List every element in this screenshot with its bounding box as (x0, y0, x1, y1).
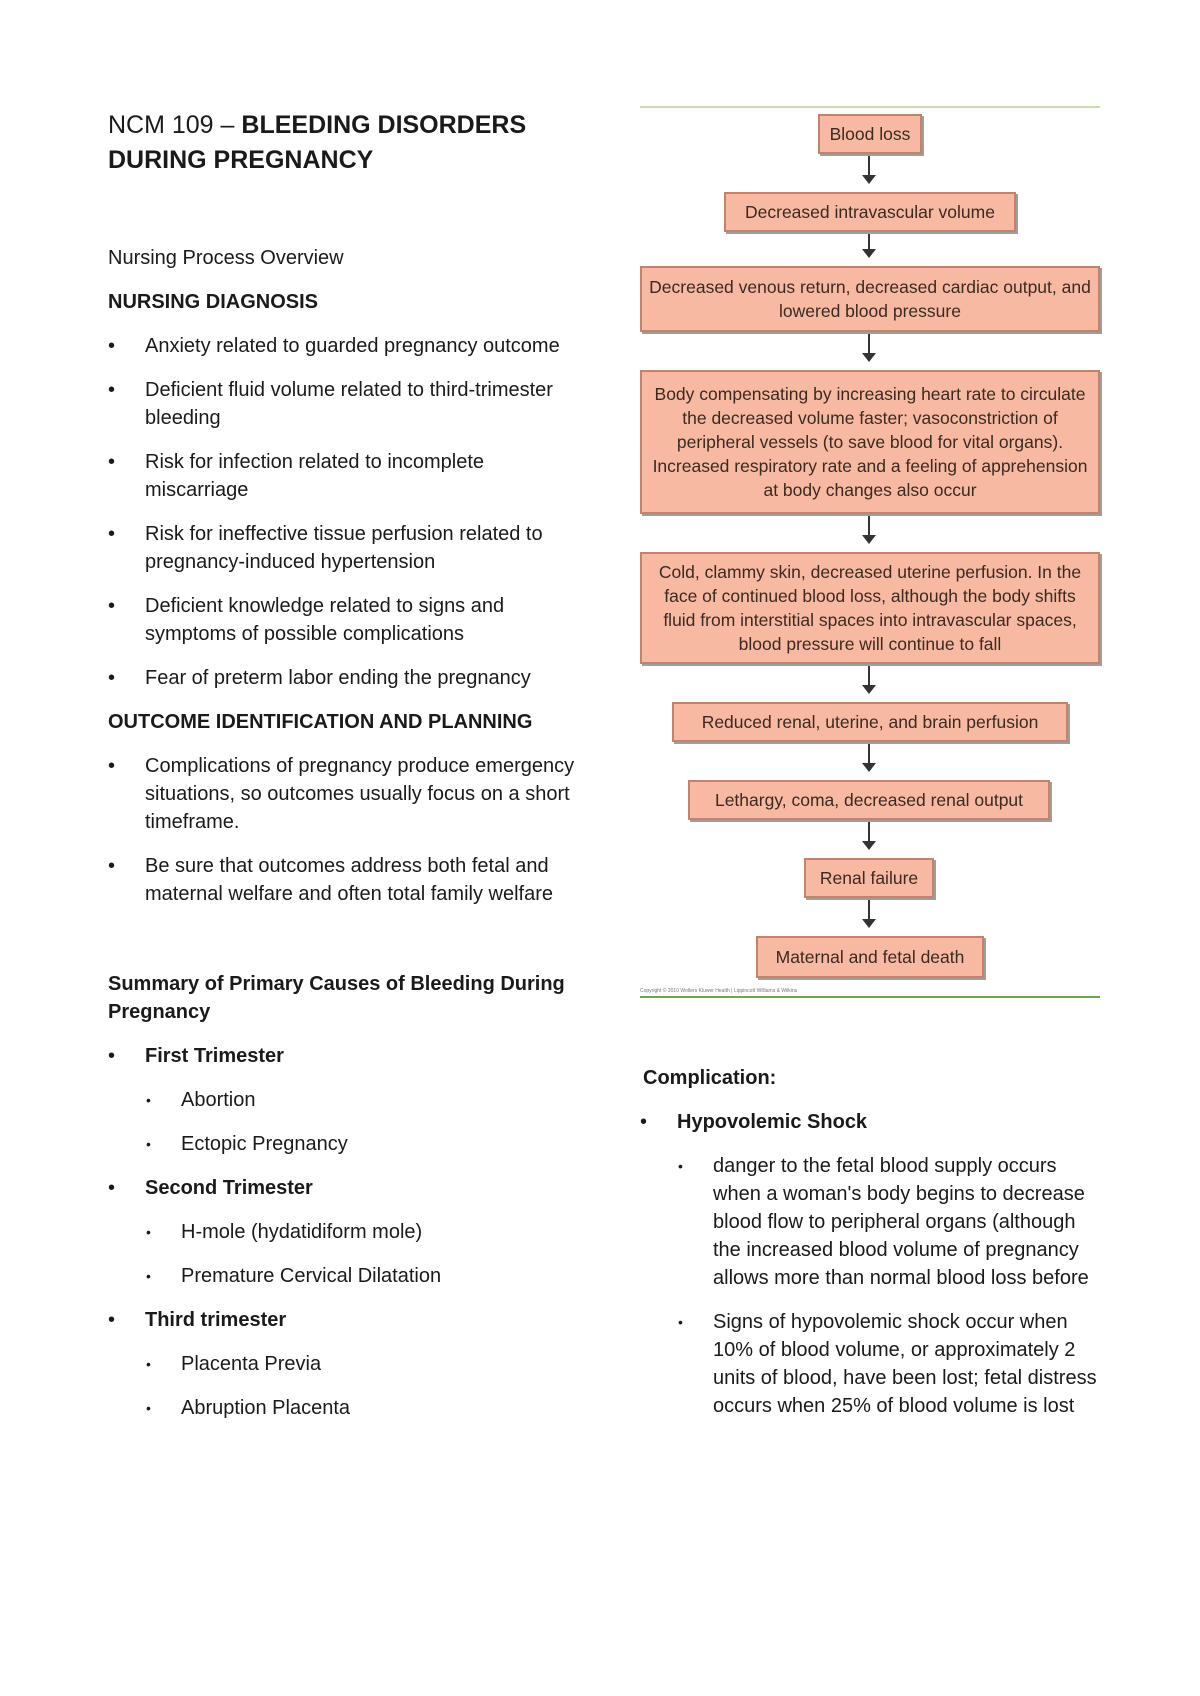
flow-step-lethargy: Lethargy, coma, decreased renal output (688, 780, 1050, 820)
bullet-icon: • (108, 1309, 116, 1331)
flow-step-death: Maternal and fetal death (756, 936, 984, 978)
flow-step-reduced-perfusion: Reduced renal, uterine, and brain perfusion (672, 702, 1068, 742)
trimester-list (108, 1306, 578, 1334)
cause-list (108, 1218, 578, 1290)
trimester-item: • Third trimester (108, 1306, 578, 1334)
outcome-heading: OUTCOME IDENTIFICATION AND PLANNING (108, 711, 533, 733)
arrow-down-icon (868, 900, 870, 926)
flow-step-renal-failure: Renal failure (804, 858, 934, 898)
list-item: • Ectopic Pregnancy (108, 1130, 578, 1158)
list-item: • Deficient knowledge related to signs and symptoms of possible complications (108, 592, 578, 648)
arrow-down-icon (868, 744, 870, 770)
list-item: • Fear of preterm labor ending the pregnancy (108, 664, 578, 692)
flow-step-cardiac-output: Decreased venous return, decreased cardiac output, and lowered blood pressure (640, 266, 1100, 332)
arrow-down-icon (868, 822, 870, 848)
diagnosis-heading: NURSING DIAGNOSIS (108, 291, 319, 313)
list-item: • danger to the fetal blood supply occurs when a woman's body begins to decrease blood flow to peripheral organs (although the increased blood volume of pregnancy allows more than normal blood loss before (640, 1152, 1100, 1292)
trimester-list (108, 1042, 578, 1070)
small-bullet-icon: • (678, 1158, 683, 1174)
copyright-credit: Copyright © 2010 Wolters Kluwer Health | Lippincott Williams & Wilkins (640, 988, 798, 994)
list-item: • Risk for ineffective tissue perfusion related to pregnancy-induced hypertension (108, 520, 578, 576)
small-bullet-icon: • (146, 1268, 151, 1284)
list-item: • Abruption Placenta (108, 1394, 578, 1422)
list-item: • Deficient fluid volume related to third-trimester bleeding (108, 376, 578, 432)
document-title (108, 108, 578, 178)
arrow-down-icon (868, 334, 870, 360)
complication-item: • Hypovolemic Shock (640, 1108, 1100, 1136)
flow-step-intravascular-volume: Decreased intravascular volume (724, 192, 1016, 232)
hypovolemic-shock-flowchart (640, 106, 1100, 998)
small-bullet-icon: • (146, 1136, 151, 1152)
small-bullet-icon: • (146, 1092, 151, 1108)
trimester-list (108, 1174, 578, 1202)
list-item: • Be sure that outcomes address both fetal and maternal welfare and often total family welfare (108, 852, 578, 908)
trimester-item: • First Trimester (108, 1042, 578, 1070)
arrow-down-icon (868, 156, 870, 182)
left-column (108, 108, 578, 1438)
bullet-icon: • (108, 335, 116, 357)
list-item: • Premature Cervical Dilatation (108, 1262, 578, 1290)
list-item: • Placenta Previa (108, 1350, 578, 1378)
summary-heading: Summary of Primary Causes of Bleeding During Pregnancy (108, 973, 565, 1023)
bullet-icon: • (108, 1045, 116, 1067)
bullet-icon: • (108, 755, 116, 777)
flow-step-blood-loss: Blood loss (818, 114, 922, 154)
complication-details (640, 1152, 1100, 1420)
small-bullet-icon: • (146, 1400, 151, 1416)
bullet-icon: • (108, 1177, 116, 1199)
bullet-icon: • (108, 667, 116, 689)
bullet-icon: • (108, 523, 116, 545)
title-prefix: NCM 109 – (108, 111, 242, 139)
bullet-icon: • (108, 855, 116, 877)
arrow-down-icon (868, 516, 870, 542)
list-item: • Abortion (108, 1086, 578, 1114)
bullet-icon: • (640, 1111, 648, 1133)
overview-text: Nursing Process Overview (108, 247, 344, 269)
list-item: • Anxiety related to guarded pregnancy outcome (108, 332, 578, 360)
bullet-icon: • (108, 595, 116, 617)
arrow-down-icon (868, 234, 870, 256)
right-column (640, 106, 1100, 1436)
complication-list (640, 1108, 1100, 1136)
small-bullet-icon: • (678, 1314, 683, 1330)
list-item: • Risk for infection related to incomplete miscarriage (108, 448, 578, 504)
bullet-icon: • (108, 451, 116, 473)
small-bullet-icon: • (146, 1356, 151, 1372)
list-item: • Complications of pregnancy produce emergency situations, so outcomes usually focus on a short timeframe. (108, 752, 578, 836)
list-item: • H-mole (hydatidiform mole) (108, 1218, 578, 1246)
bullet-icon: • (108, 379, 116, 401)
cause-list (108, 1086, 578, 1158)
outcome-list (108, 752, 578, 908)
small-bullet-icon: • (146, 1224, 151, 1240)
cause-list (108, 1350, 578, 1422)
complication-heading: Complication: (643, 1067, 777, 1089)
flow-step-clammy-skin: Cold, clammy skin, decreased uterine perfusion. In the face of continued blood loss, although the body shifts fluid from interstitial spaces into intravascular spaces, blood pressure will continue to fall (640, 552, 1100, 664)
flow-step-compensation: Body compensating by increasing heart rate to circulate the decreased volume faster; vasoconstriction of peripheral vessels (to save blood for vital organs). Increased respiratory rate and a feeling of apprehension at body changes also occur (640, 370, 1100, 514)
list-item: • Signs of hypovolemic shock occur when 10% of blood volume, or approximately 2 units of blood, have been lost; fetal distress occurs when 25% of blood volume is lost (640, 1308, 1100, 1420)
title-bold: BLEEDING DISORDERS DURING PREGNANCY (108, 111, 527, 174)
diagnosis-list (108, 332, 578, 692)
trimester-item: • Second Trimester (108, 1174, 578, 1202)
arrow-down-icon (868, 666, 870, 692)
